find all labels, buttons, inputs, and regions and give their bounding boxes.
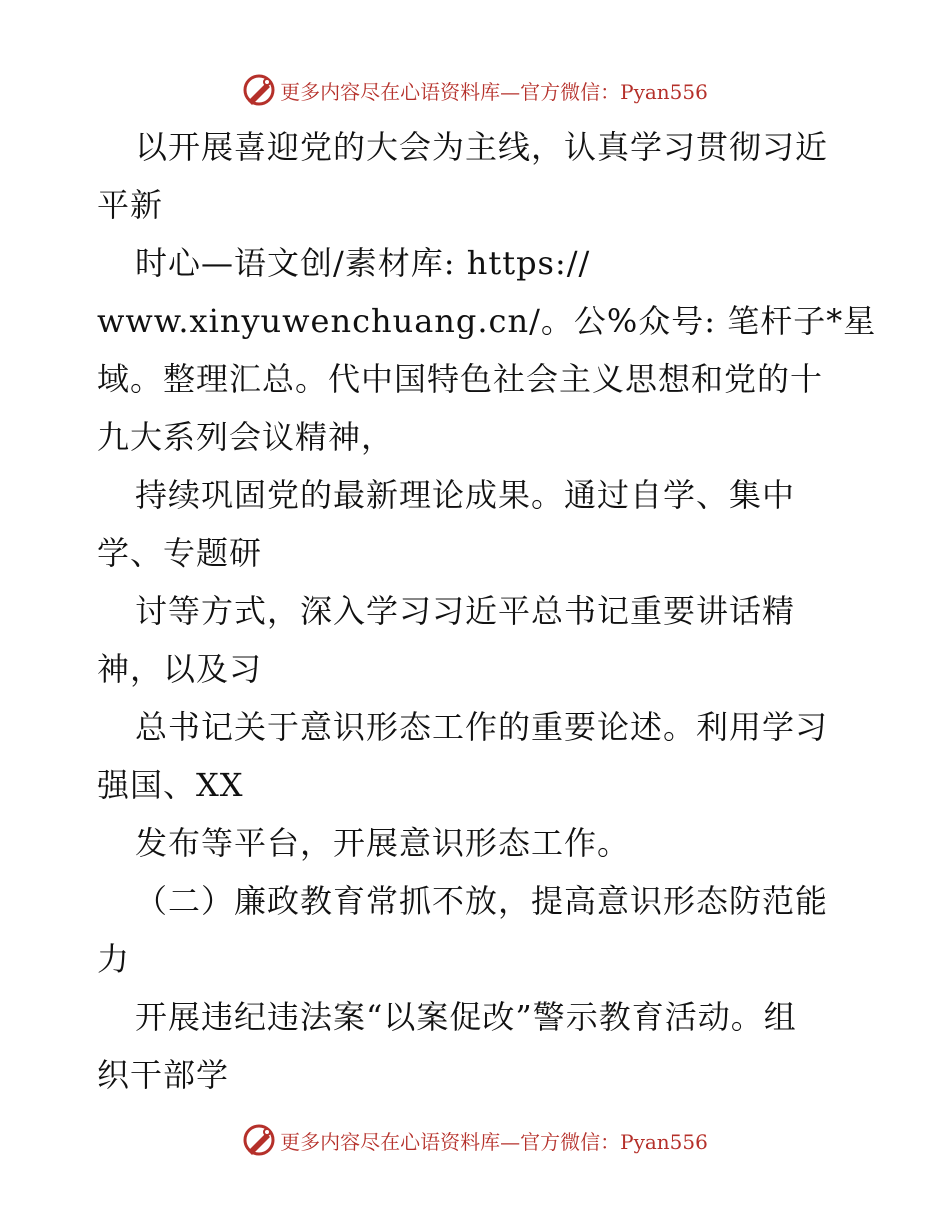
text-line: （二）廉政教育常抓不放，提高意识形态防范能 xyxy=(135,882,829,920)
header-watermark-banner xyxy=(0,70,950,110)
text-line: 学、专题研 xyxy=(97,534,263,572)
text-line: 织干部学 xyxy=(97,1056,230,1094)
text-line: 平新 xyxy=(97,186,164,224)
banner-text: 更多内容尽在心语资料库—官方微信：Pyan556 xyxy=(280,79,708,104)
text-line: 强国、XX xyxy=(97,766,244,804)
text-line: 开展违纪违法案“以案促改”警示教育活动。组 xyxy=(135,998,797,1036)
text-line: 九大系列会议精神， xyxy=(97,418,395,456)
footer-watermark-banner xyxy=(0,1120,950,1160)
text-line: 神，以及习 xyxy=(97,650,263,688)
text-line: 讨等方式，深入学习习近平总书记重要讲话精 xyxy=(135,592,796,630)
banner-text: 更多内容尽在心语资料库—官方微信：Pyan556 xyxy=(280,1129,708,1154)
text-line: 力 xyxy=(97,940,131,978)
text-line: www.xinyuwenchuang.cn/。公%众号: 笔杆子*星 xyxy=(97,302,877,340)
pen-logo-icon xyxy=(242,1123,276,1157)
text-line: 以开展喜迎党的大会为主线，认真学习贯彻习近 xyxy=(135,128,829,166)
document-body xyxy=(97,118,877,1104)
text-line: 持续巩固党的最新理论成果。通过自学、集中 xyxy=(135,476,796,514)
pen-logo-icon xyxy=(242,73,276,107)
text-line: 域。整理汇总。代中国特色社会主义思想和党的十 xyxy=(97,360,824,398)
text-line: 时心—语文创/素材库: https:// xyxy=(135,244,591,282)
text-line: 发布等平台，开展意识形态工作。 xyxy=(135,824,631,862)
text-line: 总书记关于意识形态工作的重要论述。利用学习 xyxy=(135,708,829,746)
